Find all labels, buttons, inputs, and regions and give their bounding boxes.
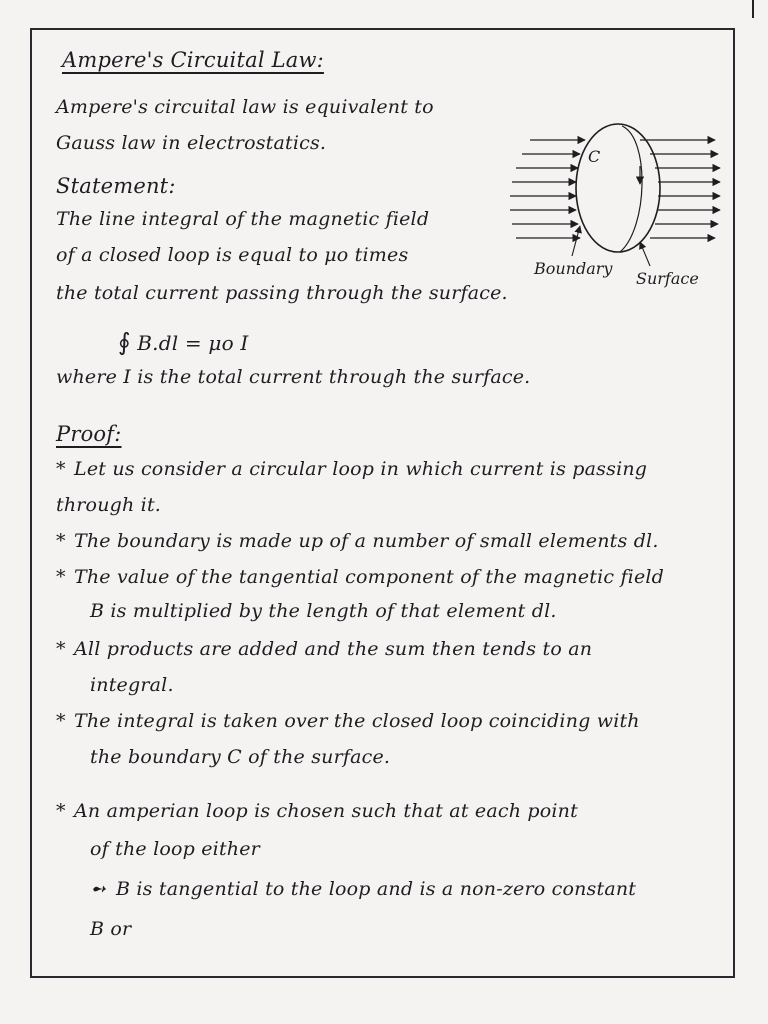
bullet-star: * xyxy=(56,710,66,732)
proof-line: * The boundary is made up of a number of small elements dl. xyxy=(56,530,659,552)
proof-line: B is multiplied by the length of that element dl. xyxy=(90,600,557,622)
proof-line: * The value of the tangential component of the magnetic field xyxy=(56,566,665,588)
surface-loop xyxy=(576,124,660,252)
formula-expression: B.dl = μo I xyxy=(137,331,249,355)
statement-line-2: of a closed loop is equal to μo times xyxy=(56,244,409,266)
proof-line: the boundary C of the surface. xyxy=(90,746,391,768)
bullet-arrow: ➻ xyxy=(90,878,107,900)
proof-line: * An amperian loop is chosen such that at each point xyxy=(56,800,578,822)
proof-line: * Let us consider a circular loop in which current is passing xyxy=(56,458,648,480)
formula xyxy=(118,328,249,356)
closed-integral-symbol: ∮ xyxy=(118,328,131,356)
statement-line-3: the total current passing through the surface. xyxy=(56,282,508,304)
surface-pointer xyxy=(640,242,650,266)
proof-heading: Proof: xyxy=(56,422,122,446)
proof-line: ➻ B is tangential to the loop and is a non-zero constant xyxy=(90,878,637,900)
page-edge-mark xyxy=(752,0,754,18)
bullet-star: * xyxy=(56,458,66,480)
bullet-star: * xyxy=(56,638,66,660)
intro-line-1: Ampere's circuital law is equivalent to xyxy=(56,96,434,118)
bullet-star: * xyxy=(56,566,66,588)
formula-note: where I is the total current through the surface. xyxy=(56,366,531,388)
label-surface: Surface xyxy=(636,269,699,288)
proof-line: * All products are added and the sum then tends to an xyxy=(56,638,593,660)
proof-line: * The integral is taken over the closed loop coinciding with xyxy=(56,710,640,732)
page-title: Ampere's Circuital Law: xyxy=(62,48,324,72)
proof-line: B or xyxy=(90,918,132,940)
bullet-star: * xyxy=(56,530,66,552)
boundary-curve xyxy=(620,126,642,252)
intro-line-2: Gauss law in electrostatics. xyxy=(56,132,327,154)
boundary-pointer xyxy=(572,226,580,256)
proof-line: integral. xyxy=(90,674,174,696)
statement-heading: Statement: xyxy=(56,174,176,198)
proof-line: through it. xyxy=(56,494,162,516)
statement-line-1: The line integral of the magnetic field xyxy=(56,208,430,230)
bullet-star: * xyxy=(56,800,66,822)
label-c: C xyxy=(588,147,601,166)
label-boundary: Boundary xyxy=(534,259,613,278)
proof-line: of the loop either xyxy=(90,838,260,860)
field-lines xyxy=(510,140,720,238)
ampere-loop-diagram xyxy=(500,118,730,298)
